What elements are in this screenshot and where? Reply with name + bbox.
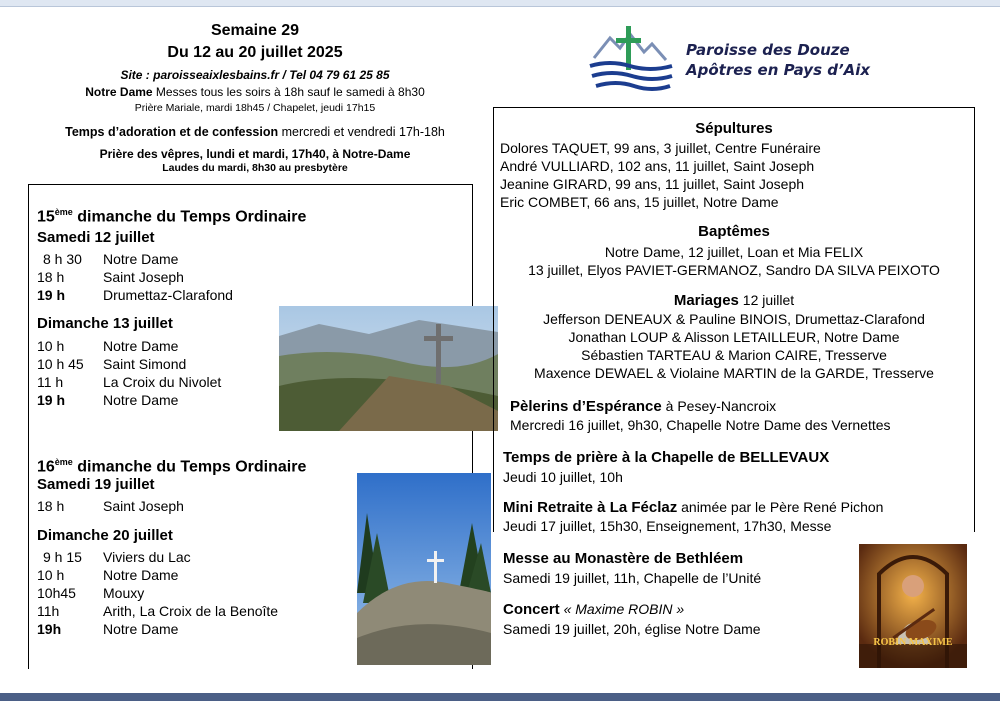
week1-saturday-label: Samedi 12 juillet [37,229,155,246]
bethleem-line: Samedi 19 juillet, 11h, Chapelle de l’Unité [503,570,762,586]
sepultures-title: Sépultures [695,120,773,137]
mass-row: 18 h Saint Joseph [37,498,184,514]
mass-row: 19 h Drumettaz-Clarafond [37,287,233,303]
concert-line: Samedi 19 juillet, 20h, église Notre Dame [503,621,761,637]
laudes: Laudes du mardi, 8h30 au presbytère [162,162,348,174]
mass-row: 11h Arith, La Croix de la Benoîte [37,603,279,619]
mass-row: 10h45 Mouxy [37,585,145,601]
window-bottom-bar [0,693,1000,701]
sepulture-line: André VULLIARD, 102 ans, 11 juillet, Saint Joseph [500,158,815,174]
mass-row: 18 h Saint Joseph [37,269,184,285]
croix-nivolet-photo [279,306,498,431]
bellevaux-title: Temps de prière à la Chapelle de BELLEVAUX [503,449,830,466]
week1-sunday-label: Dimanche 13 juillet [37,315,173,332]
week1-heading: 15ème dimanche du Temps Ordinaire [37,207,307,226]
notre-dame-masses: Notre Dame Messes tous les soirs à 18h sauf le samedi à 8h30 [85,85,425,99]
croix-benoite-photo [357,473,491,665]
window-top-bar [0,0,1000,7]
feclaz-line: Jeudi 17 juillet, 15h30, Enseignement, 17h30, Messe [503,518,832,534]
week2-sunday-label: Dimanche 20 juillet [37,527,173,544]
week-title: Semaine 29 [210,22,300,39]
feclaz-title: Mini Retraite à La Féclaz animée par le Père René Pichon [503,499,884,516]
sepulture-line: Eric COMBET, 66 ans, 15 juillet, Notre Dame [500,194,779,210]
sepulture-line: Jeanine GIRARD, 99 ans, 11 juillet, Saint Joseph [500,176,805,192]
mass-row: 10 h Notre Dame [37,338,179,354]
bulletin-header [20,20,490,175]
bellevaux-line: Jeudi 10 juillet, 10h [503,469,623,485]
pelerins-line: Mercredi 16 juillet, 9h30, Chapelle Notre Dame des Vernettes [510,417,891,433]
mass-row: 10 h Notre Dame [37,567,179,583]
bapteme-line: 13 juillet, Elyos PAVIET-GERMANOZ, Sandro DA SILVA PEIXOTO [528,262,940,278]
mass-row: 9 h 15 Viviers du Lac [43,549,191,565]
sepulture-line: Dolores TAQUET, 99 ans, 3 juillet, Centre Funéraire [500,140,821,156]
site-contact: Site : paroisseaixlesbains.fr / Tel 04 79 61 25 85 [120,68,390,82]
vepres: Prière des vêpres, lundi et mardi, 17h40, à Notre-Dame [99,147,411,161]
mariage-line: Maxence DEWAEL & Violaine MARTIN de la GARDE, Tresserve [534,365,934,381]
bethleem-title: Messe au Monastère de Bethléem [503,550,744,567]
priere-mariale: Prière Mariale, mardi 18h45 / Chapelet, jeudi 17h15 [134,102,376,114]
poster-title: ROBIN MAXIME [873,637,953,648]
bapteme-line: Notre Dame, 12 juillet, Loan et Mia FELIX [604,244,864,260]
concert-poster [859,544,967,668]
mass-row: 10 h 45 Saint Simond [37,356,187,372]
concert-title: Concert « Maxime ROBIN » [503,601,685,618]
mariage-line: Jonathan LOUP & Alisson LETAILLEUR, Notre Dame [568,329,900,345]
mass-row: 11 h La Croix du Nivolet [37,374,222,390]
adoration: Temps d’adoration et de confession mercredi et vendredi 17h-18h [65,125,445,139]
week2-saturday-label: Samedi 19 juillet [37,476,155,493]
mass-row: 19 h Notre Dame [37,392,179,408]
mariages-title: Mariages 12 juillet [673,292,795,309]
pelerins-title: Pèlerins d’Espérance à Pesey-Nancroix [510,398,777,415]
baptemes-title: Baptêmes [698,223,770,240]
week2-heading: 16ème dimanche du Temps Ordinaire [37,457,307,476]
parish-name: Paroisse des Douze Apôtres en Pays d’Aix [686,41,871,79]
mariage-line: Sébastien TARTEAU & Marion CAIRE, Tresserve [581,347,887,363]
mass-row: 19h Notre Dame [37,621,179,637]
mass-row: 8 h 30 Notre Dame [43,251,179,267]
mariage-line: Jefferson DENEAUX & Pauline BINOIS, Drumettaz-Clarafond [543,311,925,327]
week-dates: Du 12 au 20 juillet 2025 [167,44,343,61]
parish-logo [586,22,676,94]
